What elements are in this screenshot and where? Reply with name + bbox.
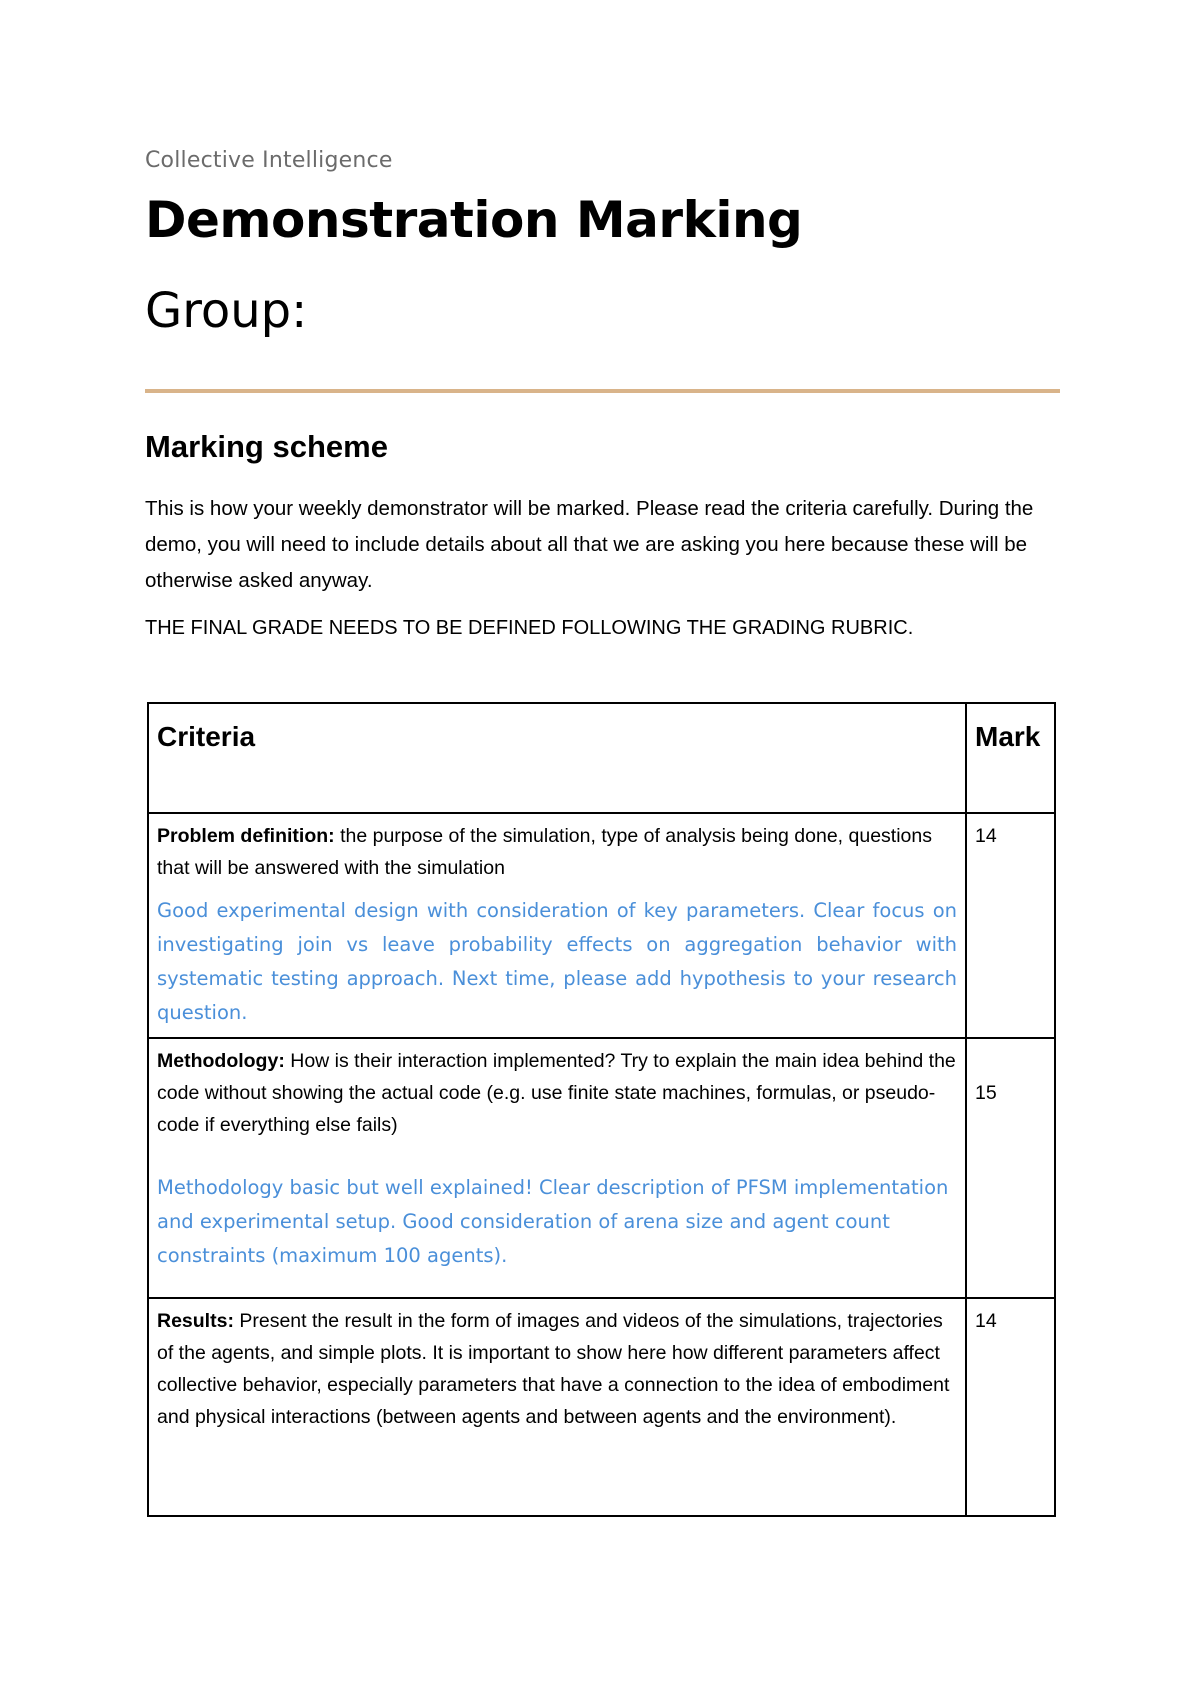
mark-value: 14 (966, 813, 1055, 1038)
table-row (148, 813, 1055, 1038)
criteria-header: Criteria (148, 703, 966, 813)
feedback-text: Methodology basic but well explained! Clear description of PFSM implementation and experimental setup. Good consideration of arena size and agent count constraints (maximum 100 agents). (157, 1176, 949, 1267)
grading-notice: THE FINAL GRADE NEEDS TO BE DEFINED FOLLOWING THE GRADING RUBRIC. (145, 617, 914, 639)
criteria-label: Results: (157, 1310, 234, 1332)
intro-paragraph: This is how your weekly demonstrator will be marked. Please read the criteria carefully. During the demo, you will need to include details about all that we are asking you here because these will be otherwise asked anyway. (145, 497, 1034, 592)
criteria-cell (148, 1038, 966, 1298)
criteria-label: Methodology: (157, 1050, 285, 1072)
table-row (148, 1038, 1055, 1298)
marking-table (147, 702, 1056, 1517)
table-row (148, 1298, 1055, 1516)
mark-value: 15 (966, 1038, 1055, 1298)
divider-rule (145, 389, 1060, 393)
mark-value: 14 (966, 1298, 1055, 1516)
criteria-description: Present the result in the form of images and videos of the simulations, trajectories of the agents, and simple plots. It is important to show here how different parameters affect collective behavior, especially parameters that have a connection to the idea of embodiment and physical interactions (between agents and between agents and the environment). (157, 1310, 950, 1428)
document-page (145, 140, 1060, 640)
criteria-description: the purpose of the simulation, type of analysis being done, questions that will be answered with the simulation (157, 825, 932, 879)
criteria-cell (148, 813, 966, 1038)
section-heading: Marking scheme (145, 429, 388, 464)
group-label: Group: (145, 283, 308, 339)
page-title: Demonstration Marking (145, 191, 803, 249)
criteria-label: Problem definition: (157, 825, 335, 847)
mark-header: Mark (966, 703, 1055, 813)
criteria-description: How is their interaction implemented? Try to explain the main idea behind the code without showing the actual code (e.g. use finite state machines, formulas, or pseudo-code if everything else fails) (157, 1050, 956, 1136)
feedback-text: Good experimental design with consideration of key parameters. Clear focus on investigating join vs leave probability effects on aggregation behavior with systematic testing approach. Next time, please add hypothesis to your research question. (157, 899, 957, 1024)
course-subtitle: Collective Intelligence (145, 148, 393, 173)
criteria-cell (148, 1298, 966, 1516)
table-header-row (148, 703, 1055, 813)
